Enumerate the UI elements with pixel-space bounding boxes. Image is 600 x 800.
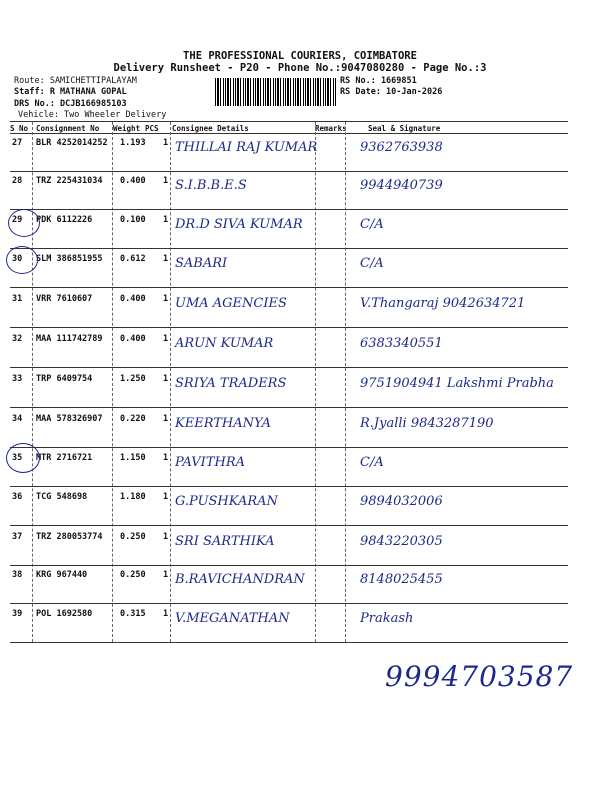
- row-consignment: PDK 6112226: [36, 215, 93, 225]
- row-pcs: 1: [163, 532, 169, 542]
- row-consignment: TRZ 225431034: [36, 176, 103, 186]
- row-sno: 34: [12, 414, 23, 424]
- row-pcs: 1: [163, 570, 169, 580]
- table-row: [10, 449, 568, 487]
- row-pcs: 1: [163, 176, 169, 186]
- row-pcs: 1: [163, 254, 169, 264]
- rs-number: RS No.: 1669851: [340, 76, 417, 86]
- row-weight: 0.250: [120, 532, 146, 542]
- table-row: [10, 605, 568, 643]
- header-top-line: [10, 121, 568, 122]
- col-consignee: Consignee Details: [172, 124, 249, 133]
- row-sno: 35: [12, 453, 23, 463]
- row-signature: V.Thangaraj 9042634721: [360, 296, 526, 311]
- row-pcs: 1: [163, 492, 169, 502]
- runsheet-title: Delivery Runsheet - P20 - Phone No.:9047080280 - Page No.:3: [113, 62, 487, 74]
- row-weight: 0.400: [120, 294, 146, 304]
- row-signature: 9362763938: [360, 140, 443, 155]
- row-sno: 27: [12, 138, 23, 148]
- table-row: [10, 211, 568, 249]
- row-consignment: SLM 386851955: [36, 254, 103, 264]
- row-divider: [10, 209, 568, 210]
- row-pcs: 1: [163, 414, 169, 424]
- col-remarks: Remarks: [315, 124, 347, 133]
- table-row: [10, 488, 568, 526]
- row-consignee: UMA AGENCIES: [175, 296, 287, 311]
- row-consignee: PAVITHRA: [175, 455, 246, 470]
- row-divider: [10, 327, 568, 328]
- row-consignment: TCG 548698: [36, 492, 88, 502]
- col-seal: Seal & Signature: [368, 124, 441, 133]
- table-row: [10, 566, 568, 604]
- row-consignment: BLR 4252014252: [36, 138, 108, 148]
- row-consignee: THILLAI RAJ KUMAR: [175, 140, 318, 155]
- row-weight: 1.250: [120, 374, 146, 384]
- hand-circle: [6, 443, 40, 473]
- row-weight: 0.220: [120, 414, 146, 424]
- row-signature: C/A: [360, 256, 384, 271]
- row-signature: 8148025455: [360, 572, 443, 587]
- row-pcs: 1: [163, 215, 169, 225]
- row-signature: Prakash: [360, 611, 414, 626]
- row-consignee: DR.D SIVA KUMAR: [175, 217, 303, 232]
- row-sno: 30: [12, 254, 23, 264]
- row-divider: [10, 367, 568, 368]
- row-sno: 31: [12, 294, 23, 304]
- row-divider: [10, 486, 568, 487]
- table-row: [10, 250, 568, 288]
- hand-circle: [6, 246, 38, 274]
- row-divider: [10, 642, 568, 643]
- row-consignment: TRP 6409754: [36, 374, 93, 384]
- row-sno: 37: [12, 532, 23, 542]
- col-weight: Weight: [113, 124, 141, 133]
- staff-label: Staff: R MATHANA GOPAL: [14, 87, 127, 97]
- table-row: [10, 370, 568, 408]
- row-pcs: 1: [163, 609, 169, 619]
- row-consignment: MAA 111742789: [36, 334, 103, 344]
- row-sno: 28: [12, 176, 23, 186]
- row-divider: [10, 525, 568, 526]
- row-consignment: MTR 2716721: [36, 453, 93, 463]
- row-weight: 0.400: [120, 334, 146, 344]
- row-divider: [10, 603, 568, 604]
- row-weight: 0.100: [120, 215, 146, 225]
- row-consignment: POL 1692580: [36, 609, 93, 619]
- table-row: [10, 410, 568, 448]
- row-consignee: SABARI: [175, 256, 228, 271]
- drs-label: DRS No.: DCJB166985103: [14, 99, 127, 109]
- row-consignee: SRI SARTHIKA: [175, 534, 275, 549]
- table-row: [10, 172, 568, 210]
- row-weight: 1.193: [120, 138, 146, 148]
- row-pcs: 1: [163, 138, 169, 148]
- barcode: [215, 78, 337, 106]
- row-weight: 0.400: [120, 176, 146, 186]
- col-pcs: PCS: [145, 124, 159, 133]
- table-row: [10, 330, 568, 368]
- row-consignment: MAA 578326907: [36, 414, 103, 424]
- row-divider: [10, 248, 568, 249]
- row-sno: 38: [12, 570, 23, 580]
- row-weight: 0.612: [120, 254, 146, 264]
- row-sno: 29: [12, 215, 23, 225]
- row-signature: R.Jyalli 9843287190: [360, 416, 494, 431]
- row-consignee: KEERTHANYA: [175, 416, 271, 431]
- row-signature: C/A: [360, 217, 384, 232]
- col-consignment: Consignment No: [36, 124, 100, 133]
- route-label: Route: SAMICHETTIPALAYAM: [14, 76, 137, 86]
- rs-date: RS Date: 10-Jan-2026: [340, 87, 443, 97]
- row-signature: 9894032006: [360, 494, 443, 509]
- vehicle-label: Vehicle: Two Wheeler Delivery: [18, 110, 167, 120]
- col-sno: S No: [10, 124, 29, 133]
- row-consignee: S.I.B.B.E.S: [175, 178, 247, 193]
- table-row: [10, 134, 568, 172]
- row-consignee: SRIYA TRADERS: [175, 376, 287, 391]
- row-signature: C/A: [360, 455, 384, 470]
- row-pcs: 1: [163, 374, 169, 384]
- row-sno: 39: [12, 609, 23, 619]
- row-sno: 33: [12, 374, 23, 384]
- row-sno: 32: [12, 334, 23, 344]
- row-pcs: 1: [163, 294, 169, 304]
- row-consignee: G.PUSHKARAN: [175, 494, 278, 509]
- row-pcs: 1: [163, 334, 169, 344]
- row-consignment: KRG 967440: [36, 570, 88, 580]
- row-signature: 9944940739: [360, 178, 443, 193]
- row-consignee: ARUN KUMAR: [175, 336, 274, 351]
- row-sno: 36: [12, 492, 23, 502]
- row-weight: 1.180: [120, 492, 146, 502]
- row-consignment: TRZ 280053774: [36, 532, 103, 542]
- row-weight: 0.250: [120, 570, 146, 580]
- row-divider: [10, 407, 568, 408]
- row-divider: [10, 287, 568, 288]
- table-row: [10, 290, 568, 328]
- row-consignee: B.RAVICHANDRAN: [175, 572, 305, 587]
- row-consignment: VRR 7610607: [36, 294, 93, 304]
- row-signature: 9843220305: [360, 534, 443, 549]
- row-divider: [10, 447, 568, 448]
- row-weight: 1.150: [120, 453, 146, 463]
- handwritten-phone: 9994703587: [385, 660, 574, 693]
- hand-circle: [8, 209, 40, 237]
- company-title: THE PROFESSIONAL COURIERS, COIMBATORE: [183, 50, 417, 62]
- row-signature: 6383340551: [360, 336, 443, 351]
- row-signature: 9751904941 Lakshmi Prabha: [360, 376, 554, 391]
- row-weight: 0.315: [120, 609, 146, 619]
- row-consignee: V.MEGANATHAN: [175, 611, 290, 626]
- row-pcs: 1: [163, 453, 169, 463]
- table-row: [10, 528, 568, 566]
